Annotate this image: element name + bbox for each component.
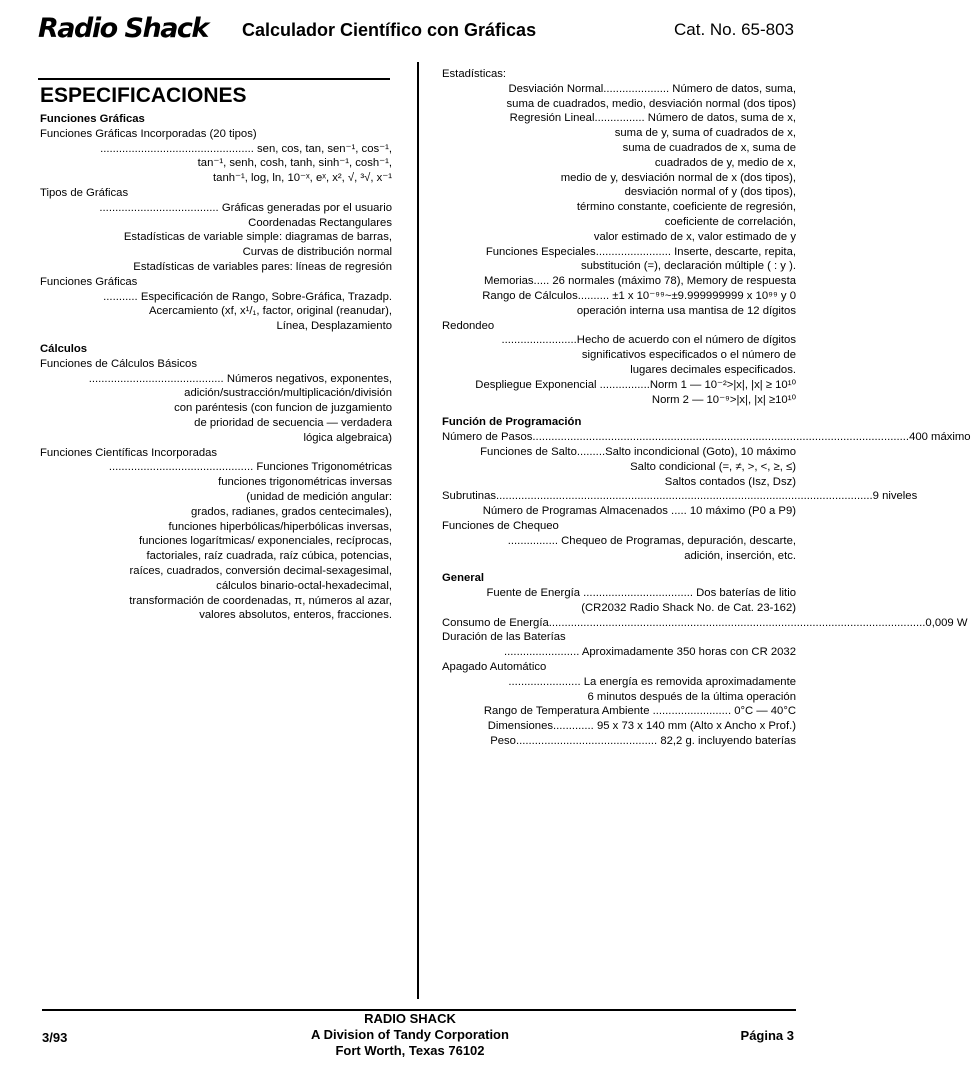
spacer <box>442 407 796 415</box>
spec-line: funciones logarítmicas/ exponenciales, recíprocas, <box>138 535 392 548</box>
spec-row <box>442 489 918 504</box>
spec-line: ...................................... Gráficas generadas por el usuario <box>99 201 392 214</box>
spec-row <box>442 616 968 631</box>
spec-line: cuadrados de y, medio de x, <box>654 156 796 169</box>
catalog-number: Cat. No. 65-803 <box>673 20 794 39</box>
spec-line: desviación normal of y (dos tipos), <box>624 186 796 199</box>
spec-line: adición/sustracción/multiplicación/división <box>184 387 392 400</box>
spec-row <box>442 430 971 445</box>
spec-line: ................................................. sen, cos, tan, sen⁻¹, cos⁻¹, <box>100 142 392 155</box>
spec-label: Subrutinas <box>442 490 497 503</box>
spec-line: Despliegue Exponencial ................Norm 1 — 10⁻²>|x|, |x| ≥ 10¹⁰ <box>475 378 796 391</box>
brand-logo: Radio Shack <box>38 13 208 44</box>
dot-leader: ........................................................................................................................ <box>548 616 926 629</box>
spec-line: ........................................... Números negativos, exponentes, <box>88 372 392 385</box>
spec-line: ................ Chequeo de Programas, depuración, descarte, <box>507 534 796 547</box>
section-heading: Cálculos <box>40 342 88 355</box>
spec-line: Saltos contados (Isz, Dsz) <box>664 475 796 488</box>
spec-line: grados, radianes, grados centecimales), <box>191 505 392 518</box>
spec-line: término constante, coeficiente de regresión, <box>576 201 796 214</box>
spec-line: Curvas de distribución normal <box>242 246 392 259</box>
left-column <box>40 112 392 623</box>
spec-line: suma de cuadrados de x, suma de <box>622 141 796 154</box>
spec-line: Funciones Gráficas <box>40 275 138 288</box>
spec-line: Tipos de Gráficas <box>40 186 129 199</box>
spec-line: Desviación Normal..................... Número de datos, suma, <box>508 82 796 95</box>
spec-line: Regresión Lineal................ Número de datos, suma de x, <box>509 112 796 125</box>
spec-line: Fuente de Energía ................................... Dos baterías de litio <box>486 587 796 600</box>
spec-line: Número de Programas Almacenados ..... 10 máximo (P0 a P9) <box>482 505 796 518</box>
section-heading: General <box>442 572 485 585</box>
spec-line: Rango de Temperatura Ambiente ......................... 0°C — 40°C <box>483 705 796 718</box>
spec-line: Acercamiento (xf, x¹/₁, factor, original (reanudar), <box>148 305 392 318</box>
spec-line: Línea, Desplazamiento <box>276 320 392 333</box>
document-title: Calculador Científico con Gráficas <box>242 20 537 40</box>
column-divider <box>417 62 419 999</box>
spec-line: ........................ Aproximadamente 350 horas con CR 2032 <box>504 646 796 659</box>
footer-line: A Division of Tandy Corporation <box>311 1027 509 1042</box>
right-column <box>442 67 971 749</box>
spec-line: con paréntesis (con funcion de juzgamiento <box>174 402 392 415</box>
spec-line: Rango de Cálculos.......... ±1 x 10⁻⁹⁹~±9.999999999 x 10⁹⁹ y 0 <box>482 289 796 302</box>
spec-line: tan⁻¹, senh, cosh, tanh, sinh⁻¹, cosh⁻¹, <box>197 157 392 170</box>
spec-line: Estadísticas de variable simple: diagramas de barras, <box>123 231 392 244</box>
spec-line: funciones hiperbólicas/hiperbólicas inversas, <box>168 520 392 533</box>
footer-date: 3/93 <box>42 1030 68 1045</box>
spec-line: ....................... La energía es removida aproximadamente <box>508 675 796 688</box>
spec-value: 9 niveles <box>872 490 918 503</box>
spec-line: funciones trigonométricas inversas <box>218 476 392 489</box>
spec-line: transformación de coordenadas, π, números al azar, <box>129 594 392 607</box>
spec-label: Consumo de Energía <box>442 616 549 629</box>
spec-line: ........................Hecho de acuerdo con el número de dígitos <box>501 334 796 347</box>
spec-line: Apagado Automático <box>442 661 547 674</box>
spec-line: Estadísticas: <box>442 68 507 80</box>
specs-heading: ESPECIFICACIONES <box>40 84 247 107</box>
spec-value: 0,009 W <box>925 616 968 629</box>
spec-line: Peso............................................. 82,2 g. incluyendo baterías <box>490 735 796 748</box>
spec-line: valor estimado de x, valor estimado de y <box>593 230 796 243</box>
spec-line: coeficiente de correlación, <box>664 215 796 228</box>
spec-line: Funciones Gráficas Incorporadas (20 tipos) <box>40 127 257 140</box>
spec-line: lógica algebraica) <box>303 431 392 444</box>
spec-line: de prioridad de secuencia — verdadera <box>194 416 392 429</box>
heading-rule <box>38 78 390 80</box>
spec-line: substitución (=), declaración múltiple ( : y ). <box>580 260 796 273</box>
section-heading: Función de Programación <box>442 416 582 429</box>
spec-line: Duración de las Baterías <box>442 631 566 644</box>
spec-line: Funciones Especiales........................ Inserte, descarte, repita, <box>485 245 796 258</box>
dot-leader: ........................................................................................................................ <box>532 431 910 444</box>
spec-value: 400 máximo <box>909 431 971 444</box>
spec-line: Norm 2 — 10⁻⁹>|x|, |x| ≥10¹⁰ <box>651 393 796 406</box>
spec-line: (unidad de medición angular: <box>246 490 392 503</box>
spec-line: medio de y, desviación normal de x (dos tipos), <box>560 171 796 184</box>
spec-line: ........... Especificación de Rango, Sobre-Gráfica, Trazadp. <box>103 290 392 303</box>
footer-line: Fort Worth, Texas 76102 <box>335 1043 485 1058</box>
spec-line: Funciones de Cálculos Básicos <box>40 357 197 370</box>
spec-line: lugares decimales especificados. <box>630 363 796 376</box>
spec-line: significativos especificados o el número de <box>581 349 796 362</box>
spec-line: 6 minutos después de la última operación <box>587 690 796 703</box>
spec-line: Funciones de Chequeo <box>442 519 559 532</box>
section-heading: Funciones Gráficas <box>40 113 145 125</box>
spec-line: suma de cuadrados, medio, desviación normal (dos tipos) <box>506 97 796 110</box>
spec-line: factoriales, raíz cuadrada, raíz cúbica, potencias, <box>146 550 392 563</box>
spec-line: operación interna usa mantisa de 12 dígitos <box>576 304 796 317</box>
spec-line: Funciones Científicas Incorporadas <box>40 446 218 459</box>
spec-line: adición, inserción, etc. <box>684 549 796 562</box>
spec-line: Funciones de Salto.........Salto incondicional (Goto), 10 máximo <box>480 445 796 458</box>
spec-line: Estadísticas de variables pares: líneas de regresión <box>133 260 392 273</box>
spec-line: .............................................. Funciones Trigonométricas <box>108 461 392 474</box>
footer-line: RADIO SHACK <box>364 1011 456 1026</box>
spacer <box>442 563 796 571</box>
footer-address <box>260 1011 560 1059</box>
spec-line: suma de y, suma of cuadrados de x, <box>614 127 796 140</box>
dot-leader: ........................................................................................................................ <box>496 490 873 503</box>
page-number: Página 3 <box>740 1028 794 1043</box>
spec-line: Salto condicional (=, ≠, >, <, ≥, ≤) <box>630 460 796 473</box>
spec-line: (CR2032 Radio Shack No. de Cat. 23-162) <box>581 601 796 614</box>
spec-line: Dimensiones............. 95 x 73 x 140 mm (Alto x Ancho x Prof.) <box>487 720 796 733</box>
spacer <box>40 334 392 342</box>
spec-line: Memorias..... 26 normales (máximo 78), Memory de respuesta <box>483 275 796 288</box>
spec-line: raíces, cuadrados, conversión decimal-sexagesimal, <box>129 564 392 577</box>
spec-line: Coordenadas Rectangulares <box>248 216 392 229</box>
spec-line: valores absolutos, enteros, fracciones. <box>199 609 392 622</box>
spec-line: tanh⁻¹, log, ln, 10⁻ˣ, eˣ, x², √, ³√, x⁻¹ <box>213 172 392 185</box>
spec-line: Redondeo <box>442 319 495 332</box>
spec-line: cálculos binario-octal-hexadecimal, <box>216 579 392 592</box>
spec-label: Número de Pasos <box>442 431 533 444</box>
